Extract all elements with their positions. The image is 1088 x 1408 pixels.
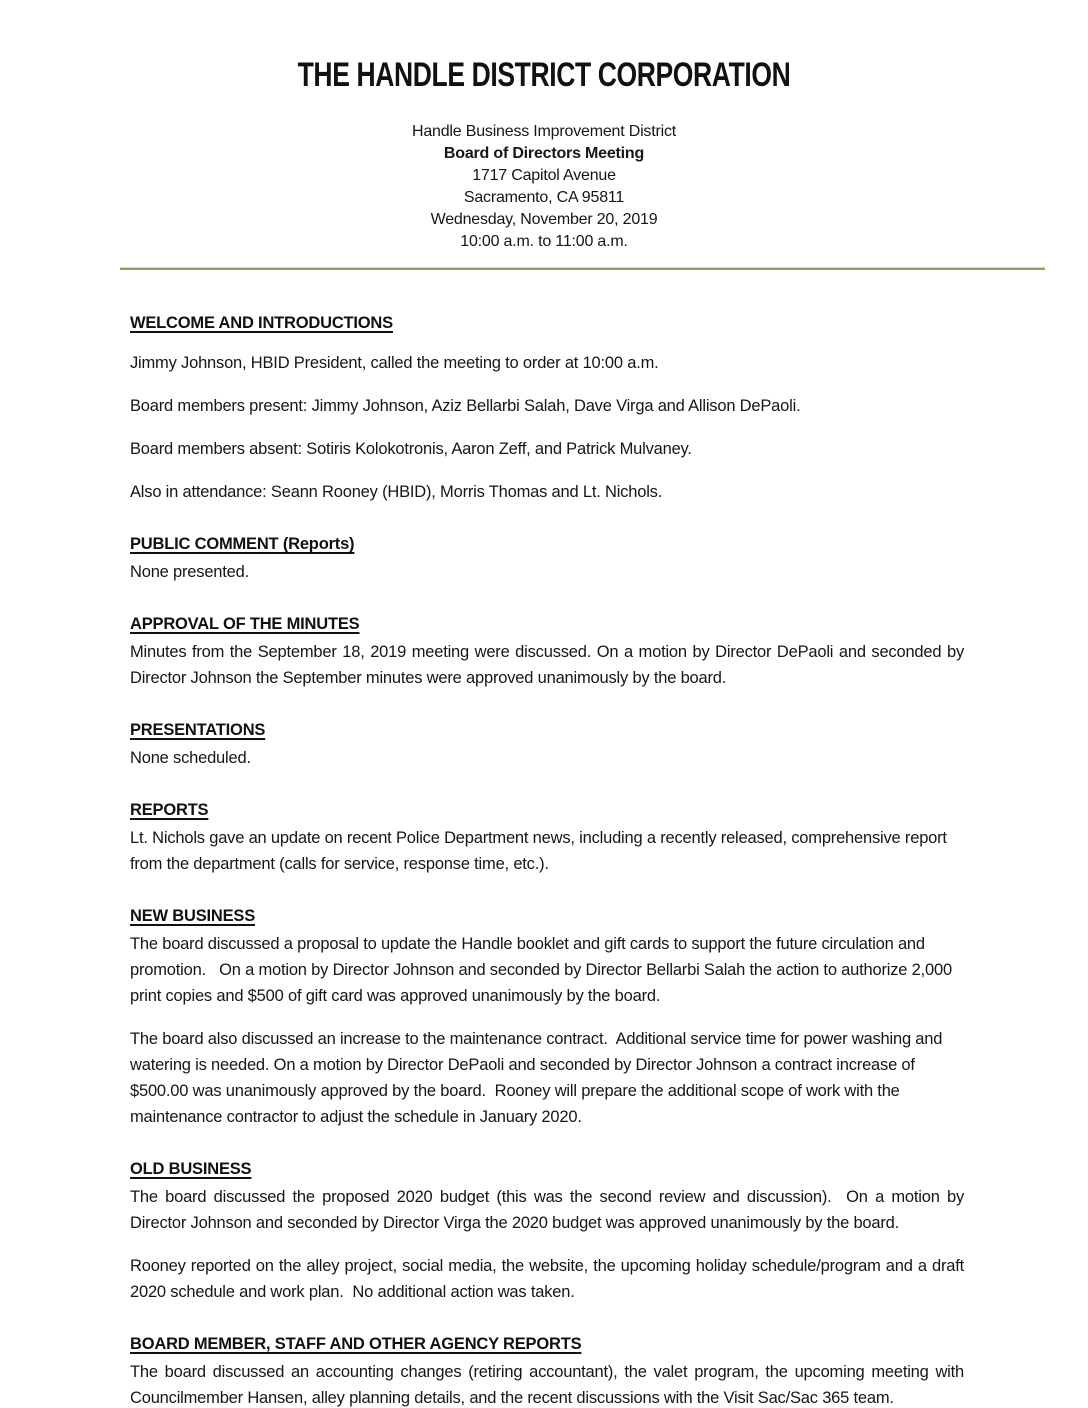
paragraph: Lt. Nichols gave an update on recent Police Department news, including a recently released, comprehensive report from the department (calls for service, response time, etc.). [130,829,952,873]
section-presentations [130,717,964,771]
section-approval-of-minutes [130,611,969,691]
section-board-member-staff-agency-reports [130,1331,969,1408]
header-divider-rule [120,267,1045,270]
paragraph: The board discussed the proposed 2020 budget (this was the second review and discussion). On a motion by Director Johnson and seconded by Director Virga the 2020 budget was approved unanimously by the board. [130,1188,969,1232]
paragraph: The board discussed an accounting changes (retiring accountant), the valet program, the upcoming meeting with Councilmember Hansen, alley planning details, and the recent discussions with the Visit Sac/Sac 365 team. [130,1363,969,1407]
meeting-name: Board of Directors Meeting [443,145,645,162]
section-heading: NEW BUSINESS [130,907,256,925]
paragraph: Jimmy Johnson, HBID President, called the meeting to order at 10:00 a.m. [130,354,659,372]
section-welcome-and-introductions [130,310,964,505]
meeting-time: 10:00 a.m. to 11:00 a.m. [460,233,628,250]
paragraph: The board also discussed an increase to the maintenance contract. Additional service time for power washing and watering is needed. On a motion by Director DePaoli and seconded by Director Johnson a contract increase of $500.00 was unanimously approved by the board. Rooney will prepare the additional scope of work with the maintenance contractor to adjust the schedule in January 2020. [130,1030,947,1126]
section-heading: PRESENTATIONS [130,721,266,739]
section-heading: PUBLIC COMMENT (Reports) [130,535,355,553]
paragraph: Board members absent: Sotiris Kolokotronis, Aaron Zeff, and Patrick Mulvaney. [130,440,692,458]
paragraph: Rooney reported on the alley project, social media, the website, the upcoming holiday schedule/program and a draft 2020 schedule and work plan. No additional action was taken. [130,1257,969,1301]
section-heading: BOARD MEMBER, STAFF AND OTHER AGENCY REPORTS [130,1335,582,1353]
minutes-body [130,310,969,1408]
section-heading: APPROVAL OF THE MINUTES [130,615,360,633]
org-name: Handle Business Improvement District [411,123,676,140]
paragraph: None presented. [130,563,250,581]
section-old-business [130,1156,969,1305]
street-address: 1717 Capitol Avenue [472,167,616,184]
section-reports [130,797,964,877]
paragraph: The board discussed a proposal to update the Handle booklet and gift cards to support the future circulation and promotion. On a motion by Director Johnson and seconded by Director Bellarbi Salah the action to authorize 2,000 print copies and $500 of gift card was approved unanimously by the board. [130,935,957,1005]
meeting-info-block [0,121,1088,253]
paragraph: Minutes from the September 18, 2019 meeting were discussed. On a motion by Director DePaoli and seconded by Director Johnson the September minutes were approved unanimously by the board. [130,643,969,687]
section-heading: OLD BUSINESS [130,1160,252,1178]
paragraph: Board members present: Jimmy Johnson, Aziz Bellarbi Salah, Dave Virga and Allison DePaoli. [130,397,801,415]
paragraph: None scheduled. [130,749,251,767]
paragraph: Also in attendance: Seann Rooney (HBID), Morris Thomas and Lt. Nichols. [130,483,663,501]
section-heading: WELCOME AND INTRODUCTIONS [130,314,393,332]
meeting-date: Wednesday, November 20, 2019 [430,211,658,228]
city-address: Sacramento, CA 95811 [463,189,625,206]
document-title: THE HANDLE DISTRICT CORPORATION [297,56,791,94]
section-public-comment [130,531,964,585]
section-new-business [130,903,964,1130]
section-heading: REPORTS [130,801,209,819]
